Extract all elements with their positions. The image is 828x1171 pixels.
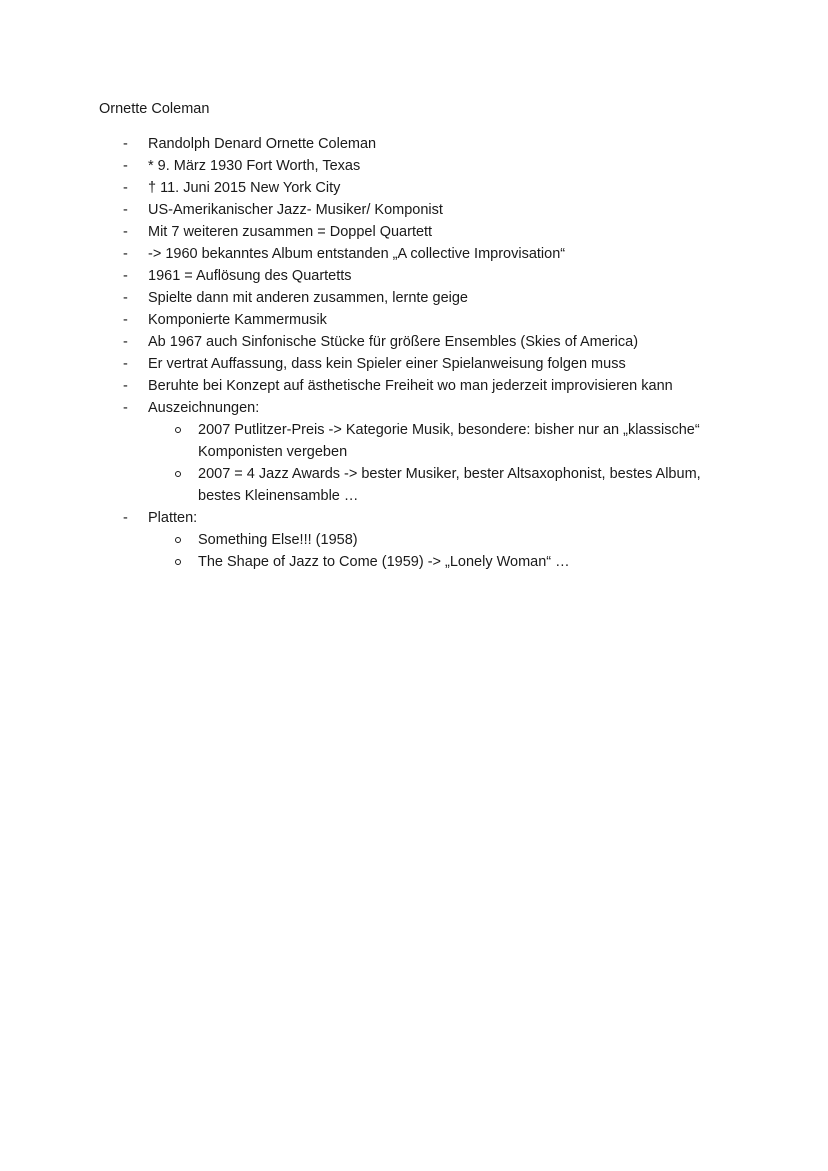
- dash-marker: -: [123, 158, 128, 174]
- sublist-item-text: Something Else!!! (1958): [198, 532, 358, 548]
- sublist-item: [148, 551, 738, 573]
- sublist-item: [148, 529, 738, 551]
- dash-marker: -: [123, 334, 128, 350]
- list-item-text: -> 1960 bekanntes Album entstanden „A collective Improvisation“: [148, 246, 566, 262]
- list-item-text: Beruhte bei Konzept auf ästhetische Freiheit wo man jederzeit improvisieren kann: [148, 378, 673, 394]
- list-item-awards: [0, 397, 738, 507]
- sublist-item-text: The Shape of Jazz to Come (1959) -> „Lonely Woman“ …: [198, 554, 570, 570]
- list-item-text: * 9. März 1930 Fort Worth, Texas: [148, 158, 361, 174]
- document-title: Ornette Coleman: [99, 101, 210, 117]
- list-item-text: Auszeichnungen:: [148, 400, 260, 416]
- list-item: [0, 375, 738, 397]
- list-item: [0, 243, 738, 265]
- circle-bullet-icon: [175, 427, 181, 433]
- list-item-text: US-Amerikanischer Jazz- Musiker/ Komponist: [148, 202, 443, 218]
- list-item-text: Platten:: [148, 510, 198, 526]
- list-item: [0, 199, 738, 221]
- list-item-text: Randolph Denard Ornette Coleman: [148, 136, 377, 152]
- dash-marker: -: [123, 510, 128, 526]
- sublist-item-text: 2007 = 4 Jazz Awards -> bester Musiker, bester Altsaxophonist, bestes Album, bestes Kleinensamble …: [198, 466, 701, 504]
- list-item: [0, 287, 738, 309]
- list-item-records: [0, 507, 738, 573]
- list-item: [0, 155, 738, 177]
- list-item: [0, 309, 738, 331]
- list-item-text: Er vertrat Auffassung, dass kein Spieler einer Spielanweisung folgen muss: [148, 356, 626, 372]
- records-sublist: [148, 529, 738, 573]
- list-item: [0, 265, 738, 287]
- dash-marker: -: [123, 268, 128, 284]
- list-item-text: Ab 1967 auch Sinfonische Stücke für größere Ensembles (Skies of America): [148, 334, 639, 350]
- list-item-text: 1961 = Auflösung des Quartetts: [148, 268, 352, 284]
- circle-bullet-icon: [175, 537, 181, 543]
- list-item: [0, 177, 738, 199]
- dash-marker: -: [123, 356, 128, 372]
- list-item: [0, 353, 738, 375]
- sublist-item-text: 2007 Putlitzer-Preis -> Kategorie Musik, besondere: bisher nur an „klassische“ Komponisten vergeben: [198, 422, 700, 460]
- dash-marker: -: [123, 180, 128, 196]
- list-item: [0, 221, 738, 243]
- list-item-text: Spielte dann mit anderen zusammen, lernte geige: [148, 290, 468, 306]
- list-item: [0, 133, 738, 155]
- circle-bullet-icon: [175, 471, 181, 477]
- dash-marker: -: [123, 290, 128, 306]
- dash-marker: -: [123, 312, 128, 328]
- sublist-item: [148, 463, 738, 507]
- list-item: [0, 331, 738, 353]
- list-item-text: Mit 7 weiteren zusammen = Doppel Quartett: [148, 224, 433, 240]
- dash-marker: -: [123, 400, 128, 416]
- dash-marker: -: [123, 246, 128, 262]
- dash-marker: -: [123, 136, 128, 152]
- dash-marker: -: [123, 202, 128, 218]
- circle-bullet-icon: [175, 559, 181, 565]
- bullet-list: [0, 133, 738, 573]
- dash-marker: -: [123, 378, 128, 394]
- awards-sublist: [148, 419, 738, 507]
- dash-marker: -: [123, 224, 128, 240]
- list-item-text: Komponierte Kammermusik: [148, 312, 327, 328]
- list-item-text: † 11. Juni 2015 New York City: [148, 180, 341, 196]
- sublist-item: [148, 419, 738, 463]
